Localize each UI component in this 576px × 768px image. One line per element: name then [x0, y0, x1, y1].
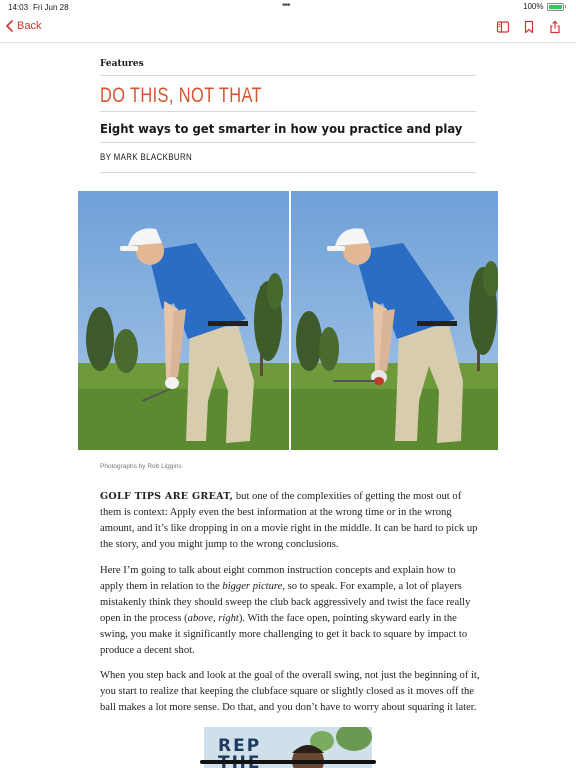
body-paragraph	[100, 489, 480, 553]
status-bar	[0, 0, 576, 14]
home-indicator[interactable]	[200, 760, 376, 764]
article-byline: BY MARK BLACKBURN	[100, 152, 193, 162]
body-paragraph	[100, 668, 480, 716]
paragraph-text: When you step back and look at the goal of the overall swing, not just the beginning of it, you start to realize that keeping the clubface square or slightly closed as it moves off the ball makes a lot more sense. Do that, and you don’t have to worry about squaring it later.	[100, 670, 480, 713]
photo-credit: Photographs by Rob Liggins	[100, 463, 182, 470]
multitasking-dots-icon[interactable]: •••	[282, 0, 290, 11]
battery-nub	[565, 5, 567, 8]
article-deck: Eight ways to get smarter in how you practice and play	[100, 121, 463, 136]
paragraph-text: Here I’m going to talk about eight common instruction concepts and explain how to apply them in relation to the	[100, 565, 456, 592]
divider	[100, 111, 476, 112]
italic-phrase: above, right	[187, 613, 239, 624]
battery-indicator	[523, 2, 566, 11]
battery-icon	[547, 3, 564, 11]
paragraph-text: so to speak. For example, a lot of players mistakenly think they should sweep the club back aggressively and twist the face really open in the process (	[100, 581, 471, 624]
toolbar-icons	[496, 20, 562, 34]
battery-fill	[549, 5, 562, 9]
sidebar-icon[interactable]	[496, 20, 510, 34]
back-label: Back	[17, 20, 42, 32]
paragraph-text: ). With the face open, pointing skyward early in the swing, you make it significantly more challenging to get it back to square by impact to produce a decent shot.	[100, 613, 468, 656]
back-button[interactable]	[6, 20, 41, 32]
divider	[100, 142, 476, 143]
promo-text-line: REP	[218, 736, 262, 756]
section-label: Features	[100, 59, 144, 69]
body-paragraph	[100, 563, 480, 659]
navigation-bar	[0, 14, 576, 43]
status-date: Fri Jun 28	[33, 3, 69, 12]
status-time: 14:03	[8, 3, 29, 12]
battery-percent: 100%	[523, 2, 544, 11]
bookmark-icon[interactable]	[522, 20, 536, 34]
paragraph-lead-in: GOLF TIPS ARE GREAT,	[100, 491, 234, 502]
golf-swing-photo-right	[291, 191, 498, 450]
divider	[100, 172, 476, 173]
share-icon[interactable]	[548, 20, 562, 34]
divider	[100, 75, 476, 76]
paragraph-text: but one of the complexities of getting the most out of them is context: Apply even the best information at the wrong time or in the wrong amount, and it’s like dropping in on a movie right in the middle. It can be hard to pick up the story, and you might jump to the wrong conclusions.	[100, 491, 478, 550]
golf-swing-photo-left	[78, 191, 289, 450]
article-headline: DO THIS, NOT THAT	[100, 84, 262, 107]
italic-phrase: bigger picture,	[222, 581, 285, 592]
chevron-left-icon	[6, 20, 13, 32]
